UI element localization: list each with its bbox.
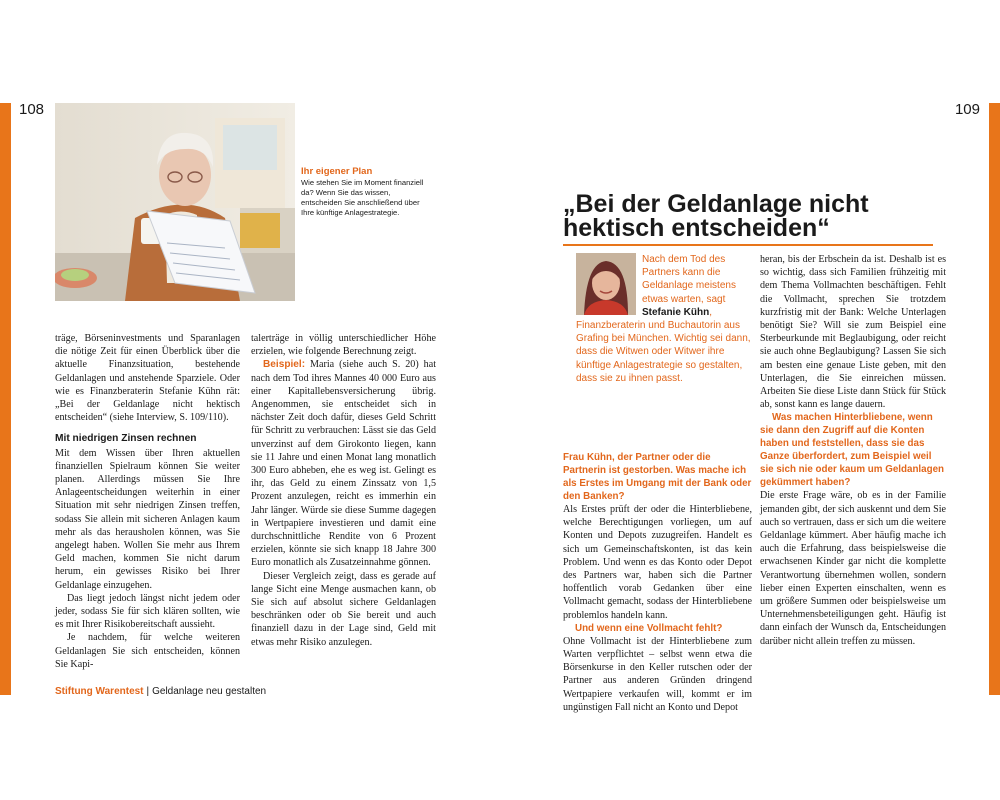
interview-intro: [576, 253, 751, 385]
paragraph: Mit dem Wissen über Ihren aktuellen finanziellen Spielraum können Sie weiter planen. Allerdings müssen Sie Ihre Anlageentscheidungen weiterhin in einer Situation mit sehr niedrigen Zinsen treffen, sodass Sie allein mit sicheren Anlagen kaum mehr als das herausholen können, was Sie angelegt haben. Wollen Sie mehr aus Ihrem Geld machen, kommen Sie nicht darum herum, ein gewisses Risiko bei Ihrer Geldanlage einzugehen.: [55, 447, 240, 591]
interview-headline: „Bei der Geldanlage nicht hektisch entscheiden“: [563, 190, 869, 242]
interview-question: Frau Kühn, der Partner oder die Partnerin ist gestorben. Was mache ich als Erstes im Umgang mit der Bank oder den Banken?: [563, 452, 752, 502]
caption-text: Wie stehen Sie im Moment finanziell da? Wenn Sie das wissen, entscheiden Sie anschließend über Ihre künftige Anlagestrategie.: [301, 178, 424, 217]
footer: [55, 686, 266, 697]
interview-question: Was machen Hinterbliebene, wenn sie dann den Zugriff auf die Konten haben und feststellen, dass sie das Ganze überfordert, zum Beispiel weil sie sich nie oder kaum um Geldanlagen gekümmert haben?: [760, 412, 945, 489]
intro-text-start: Nach dem Tod des Partners kann die Geldanlage meistens etwas warten, sagt: [642, 254, 736, 305]
right-edge-accent-bar: [989, 103, 1000, 695]
intro-author-name: Stefanie Kühn: [642, 306, 710, 318]
paragraph: Das liegt jedoch längst nicht jedem oder jeder, sodass Sie für sich klären sollten, wie es mit Ihrer Risikobereitschaft aussieht.: [55, 592, 240, 631]
left-edge-accent-bar: [0, 103, 11, 695]
right-page-column-1: [563, 451, 752, 714]
intro-text-end: , Finanzberaterin und Buchautorin aus Grafing bei München. Wichtig sei dann, dass die Witwen oder Witwer ihre künftige Anlagestrategie so gestalten, dass sie zu ihnen passt.: [576, 306, 751, 384]
interview-answer: Als Erstes prüft der oder die Hinterbliebene, welche Berechtigungen vorliegen, um auf Konten und Depots zuzugreifen. Handelt es sich um Gemeinschaftskonten, ist das kein Problem. Und wenn es das Konto oder Depot des Partners war, haben sich die Partner hoffentlich vorab Gedanken über eine Vollmacht gemacht, sodass der Hinterbliebene problemlos handeln kann.: [563, 504, 752, 621]
photo-caption: [301, 166, 431, 218]
example-paragraph: [251, 358, 436, 569]
right-page-column-2: [760, 253, 946, 648]
left-page-column-2: [251, 332, 436, 649]
page-number-left: 108: [19, 101, 45, 118]
paragraph: träge, Börseninvestments und Sparanlagen die nötige Zeit für einen Überblick über die aktuelle Finanzsituation, bestehende Geldanlagen und anstehende Sparziele. Oder wie es Finanzberaterin Stefanie Kühn rät: „Bei der Geldanlage nicht hektisch entscheiden“ (siehe Interview, S. 109/110).: [55, 333, 240, 424]
photo-woman-with-documents: [55, 103, 295, 301]
interview-answer: Die erste Frage wäre, ob es in der Familie jemanden gibt, der sich auskennt und dem Sie auch so vertrauen, dass er sich um die weitere Geldanlage kümmert. Aber häufig mache ich auch die Erfahrung, dass beispielsweise die erwachsenen Kinder gar nicht die komplette Verantwortung übernehmen wollen, sondern lieber einen Experten einschalten, wenn es um größere Summen oder beispielsweise um Unternehmensbeteiligungen geht. Häufig ist dann einfach der Wunsch da, Entscheidungen darüber nicht allein treffen zu müssen.: [760, 490, 946, 647]
footer-brand: Stiftung Warentest: [55, 686, 144, 697]
interview-question: Und wenn eine Vollmacht fehlt?: [575, 622, 723, 634]
interview-answer: Ohne Vollmacht ist der Hinterbliebene zum Warten verpflichtet – selbst wenn etwa die Börsenkurse in den Keller rutschen oder der Partner aus anderen Gründen dringend Wertpapiere verkaufen will, kommt er im ungünstigen Fall nicht an Konto und Depot: [563, 635, 752, 713]
paragraph: Je nachdem, für welche weiteren Geldanlagen Sie sich entscheiden, können Sie Kapi-: [55, 632, 240, 670]
section-heading: Mit niedrigen Zinsen rechnen: [55, 433, 197, 445]
example-text: Maria (siehe auch S. 20) hat nach dem Tod ihres Mannes 40 000 Euro aus einer Kapitallebensversicherung übrig. Angenommen, sie entscheidet sich in nächster Zeit doch dafür, dieses Geld Schritt für Schritt zu verbrauchen: Lässt sie das Geld unverzinst auf dem Girokonto liegen, kann sie 11 Jahre und einen Monat lang monatlich 300 Euro abheben, ehe es weg ist. Gelingt es ihr, das Geld zu einem Zinssatz von 1,5 Prozent anzulegen, reicht es immerhin ein Jahr länger. Würde sie diese Summe dagegen in Wertpapiere investieren und damit eine durchschnittliche Rendite von 6 Prozent erzielen, könnte sie sich knapp 18 Jahre 300 Euro monatlich als Zusatzeinnahme gönnen.: [251, 359, 437, 569]
paragraph: talerträge in völlig unterschiedlicher Höhe erzielen, wie folgende Berechnung zeigt.: [251, 333, 436, 358]
interview-answer: heran, bis der Erbschein da ist. Deshalb ist es so wichtig, dass sich Familien frühzeitig mit dem Thema Vollmachten beschäftigen. Fehlt die Vollmacht, sprechen Sie trotzdem kurzfristig mit der Bank: Welche Unterlagen benötigt Sie? Will sie zum Beispiel eine Sterbeurkunde mit Beglaubigung, oder reicht sie auch ohne Beglaubigung? Lassen Sie sich am besten eine genaue Liste geben, mit den Unterlagen, die Sie einreichen müssen. Arbeiten Sie diese Liste dann Stück für Stück ab, sonst kann es lange dauern.: [760, 254, 946, 411]
footer-title: Geldanlage neu gestalten: [152, 686, 267, 697]
headline-divider: [563, 244, 933, 246]
caption-title: Ihr eigener Plan: [301, 166, 373, 177]
example-label: Beispiel:: [263, 359, 306, 371]
paragraph: Dieser Vergleich zeigt, dass es gerade auf lange Sicht eine Menge ausmachen kann, ob Sie sich auf absolut sichere Geldanlagen beschränken oder ob Sie bereit und auch finanziell dazu in der Lage sind, Geld mit etwas mehr Risiko anzulegen.: [251, 570, 436, 648]
page-number-right: 109: [954, 101, 980, 118]
left-page-column-1: [55, 332, 240, 671]
footer-separator: |: [146, 686, 150, 697]
